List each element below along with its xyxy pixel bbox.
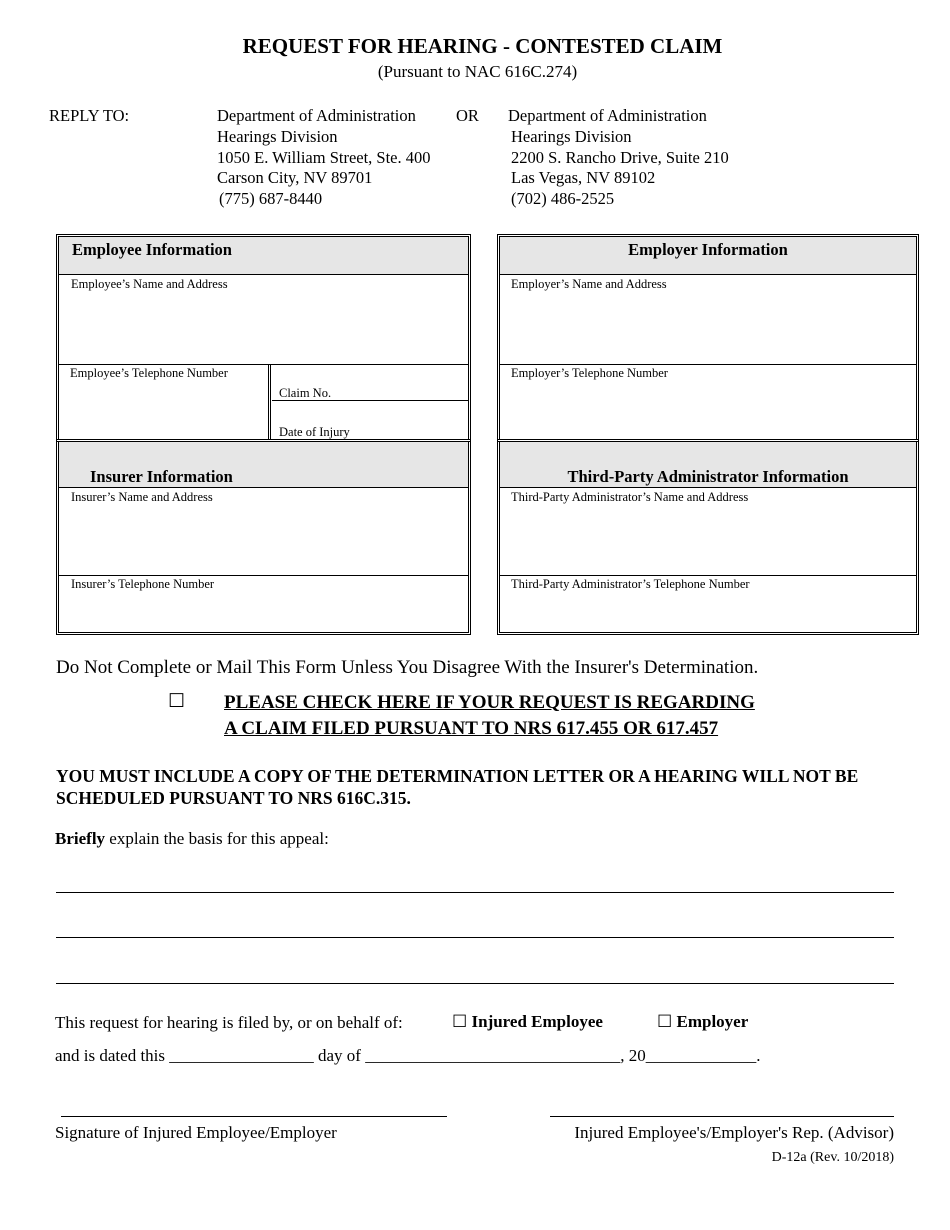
divider <box>59 364 468 365</box>
office1-line: Department of Administration <box>217 106 416 125</box>
office2-line: Hearings Division <box>511 126 632 146</box>
employer-phone-label: Employer’s Telephone Number <box>511 366 668 380</box>
signature-line-left[interactable] <box>61 1116 447 1117</box>
signature-line-right[interactable] <box>550 1116 894 1117</box>
signature-label-right: Injured Employee's/Employer's Rep. (Advisor) <box>574 1123 894 1142</box>
office-las-vegas <box>508 106 729 210</box>
office1-line: (775) 687-8440 <box>219 189 323 209</box>
employee-info-header: Employee Information <box>59 237 468 275</box>
tpa-info-header: Third-Party Administrator Information <box>500 442 916 488</box>
dated-line[interactable]: and is dated this _________________ day of ______________________________, 20_____________. <box>55 1046 761 1065</box>
notice-text: Do Not Complete or Mail This Form Unless You Disagree With the Insurer's Determination. <box>56 657 759 678</box>
injured-employee-label: Injured Employee <box>471 1012 603 1031</box>
appeal-line[interactable] <box>56 892 894 893</box>
appeal-prompt-rest: explain the basis for this appeal: <box>105 829 329 848</box>
employer-info-header: Employer Information <box>500 237 916 275</box>
nrs-617-statement <box>224 690 755 742</box>
office1-line: Carson City, NV 89701 <box>217 168 373 188</box>
reply-to-label: REPLY TO: <box>49 106 130 125</box>
filed-by-text: This request for hearing is filed by, or on behalf of: <box>55 1013 403 1032</box>
divider <box>500 364 916 365</box>
nrs-617-checkbox[interactable]: ☐ <box>168 691 186 712</box>
determination-letter-warning: YOU MUST INCLUDE A COPY OF THE DETERMINATION LETTER OR A HEARING WILL NOT BE SCHEDULED PURSUANT TO NRS 616C.315. <box>56 766 859 808</box>
injured-employee-checkbox[interactable]: ☐ <box>452 1012 468 1031</box>
office2-line: 2200 S. Rancho Drive, Suite 210 <box>511 147 729 167</box>
employee-name-label: Employee’s Name and Address <box>71 277 228 291</box>
divider <box>272 400 468 401</box>
or-label: OR <box>456 106 479 125</box>
tpa-info-box <box>497 439 919 635</box>
appeal-prompt <box>55 829 329 849</box>
date-of-injury-label: Date of Injury <box>279 425 350 439</box>
employee-info-box <box>56 234 471 442</box>
employer-option-label: Employer <box>676 1012 749 1031</box>
form-title: REQUEST FOR HEARING - CONTESTED CLAIM <box>242 34 723 58</box>
statement-line: A CLAIM FILED PURSUANT TO NRS 617.455 OR 617.457 <box>224 718 719 739</box>
insurer-info-header: Insurer Information <box>59 442 468 488</box>
statement-line: PLEASE CHECK HERE IF YOUR REQUEST IS REGARDING <box>224 692 755 713</box>
office2-line: (702) 486-2525 <box>511 189 615 209</box>
form-subtitle: (Pursuant to NAC 616C.274) <box>377 62 578 81</box>
insurer-name-label: Insurer’s Name and Address <box>71 490 213 504</box>
injured-employee-option[interactable] <box>452 1012 603 1032</box>
form-number: D-12a (Rev. 10/2018) <box>771 1150 894 1165</box>
office1-line: 1050 E. William Street, Ste. 400 <box>217 147 431 167</box>
claim-no-label: Claim No. <box>279 386 332 400</box>
employer-info-box <box>497 234 919 442</box>
appeal-line[interactable] <box>56 937 894 938</box>
employer-checkbox[interactable]: ☐ <box>657 1012 673 1031</box>
signature-label-left: Signature of Injured Employee/Employer <box>55 1123 337 1142</box>
tpa-name-label: Third-Party Administrator’s Name and Address <box>511 490 749 504</box>
office1-line: Hearings Division <box>217 126 338 146</box>
employee-phone-label: Employee’s Telephone Number <box>70 366 228 380</box>
appeal-line[interactable] <box>56 983 894 984</box>
divider <box>500 575 916 576</box>
insurer-info-box <box>56 439 471 635</box>
employer-option[interactable] <box>657 1012 748 1032</box>
insurer-phone-label: Insurer’s Telephone Number <box>71 577 215 591</box>
office2-line: Department of Administration <box>508 106 707 125</box>
office2-line: Las Vegas, NV 89102 <box>511 168 656 188</box>
appeal-prompt-bold: Briefly <box>55 829 106 848</box>
divider <box>268 364 271 439</box>
divider <box>59 575 468 576</box>
tpa-phone-label: Third-Party Administrator’s Telephone Number <box>511 577 750 591</box>
office-carson-city <box>217 106 431 210</box>
employer-name-label: Employer’s Name and Address <box>511 277 667 291</box>
